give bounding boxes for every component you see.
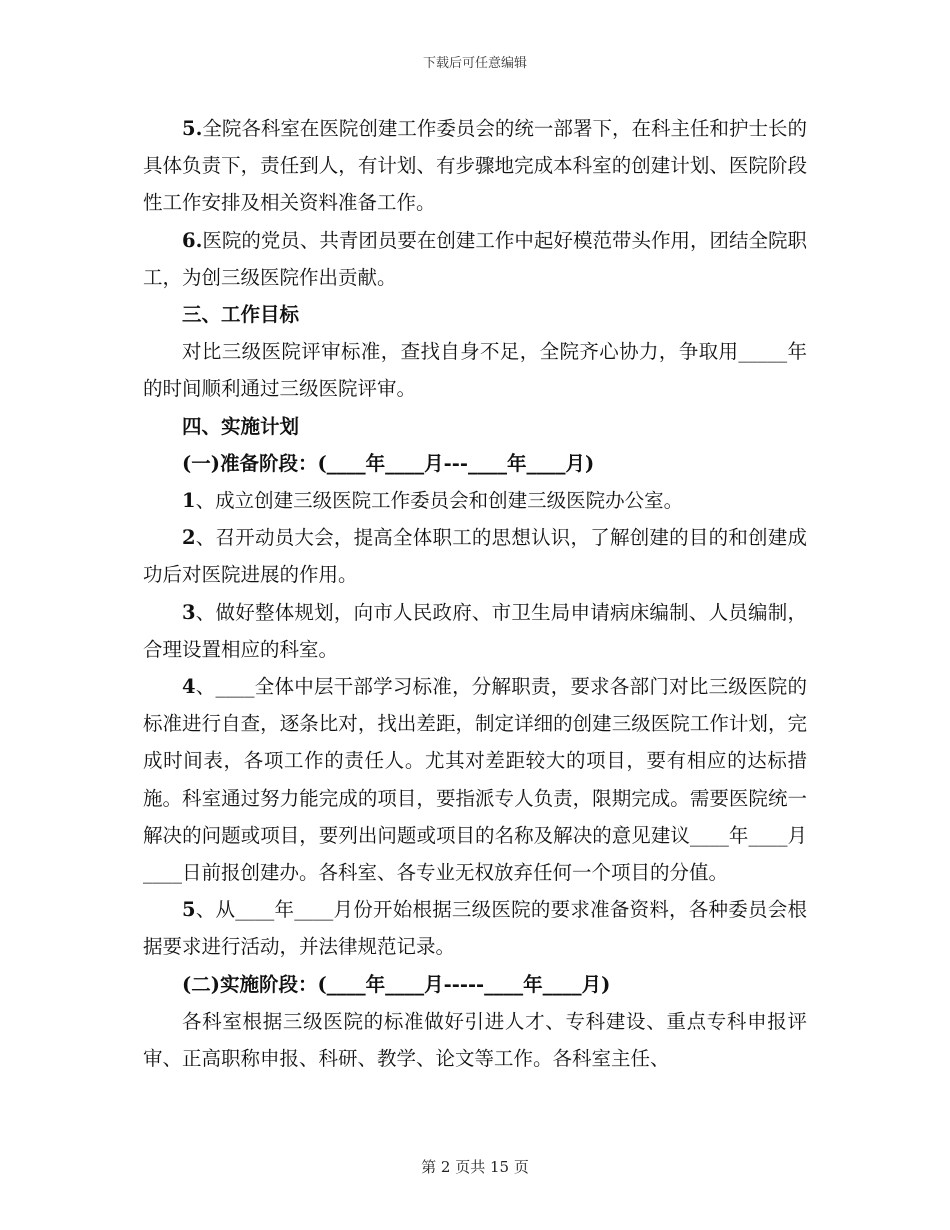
list-number: 3 <box>182 600 196 624</box>
list-number: 5. <box>182 117 203 140</box>
subsection-heading-preparation: (一)准备阶段：(____年____月---____年____月) <box>182 451 595 475</box>
section-heading-plan: 四、实施计划 <box>182 414 300 438</box>
paragraph-item-5 <box>143 110 807 222</box>
paragraph-implementation: 各科室根据三级医院的标准做好引进人才、专科建设、重点专科申报评审、正高职称申报、科研、教学、论文等工作。各科室主任、 <box>143 1009 807 1071</box>
paragraph-step-4 <box>143 668 807 891</box>
paragraph-item-6 <box>143 222 807 296</box>
paragraph-text: 全院各科室在医院创建工作委员会的统一部署下，在科主任和护士长的具体负责下，责任到人，有计划、有步骤地完成本科室的创建计划、医院阶段性工作安排及相关资料准备工作。 <box>143 117 807 215</box>
paragraph-text: 、____全体中层干部学习标准，分解职责，要求各部门对比三级医院的标准进行自查，逐条比对，找出差距，制定详细的创建三级医院工作计划，完成时间表，各项工作的责任人。尤其对差距较大的项目，要有相应的达标措施。科室通过努力能完成的项目，要指派专人负责，限期完成。需要医院统一解决的问题或项目，要列出问题或项目的名称及解决的意见建议____年____月____日前报创建办。各科室、各专业无权放弃任何一个项目的分值。 <box>143 675 807 885</box>
paragraph-step-2 <box>143 519 807 593</box>
paragraph-goals: 对比三级医院评审标准，查找自身不足，全院齐心协力，争取用_____年的时间顺利通过三级医院评审。 <box>143 340 807 401</box>
subsection-heading-implementation: (二)实施阶段：(____年____月-----____年____月) <box>182 972 611 996</box>
paragraph-step-5 <box>143 891 807 965</box>
page-header: 下载后可任意编辑 <box>422 56 527 71</box>
paragraph-text: 、做好整体规划，向市人民政府、市卫生局申请病床编制、人员编制，合理设置相应的科室。 <box>143 600 807 661</box>
list-number: 6. <box>182 228 203 252</box>
paragraph-text: 、从____年____月份开始根据三级医院的要求准备资料，各种委员会根据要求进行活动，并法律规范记录。 <box>143 898 807 959</box>
list-number: 5 <box>182 898 196 922</box>
paragraph-step-3 <box>143 594 807 668</box>
paragraph-text: 、成立创建三级医院工作委员会和创建三级医院办公室。 <box>195 489 684 513</box>
paragraph-text: 医院的党员、共青团员要在创建工作中起好模范带头作用，团结全院职工，为创三级医院作出贡献。 <box>143 228 807 289</box>
document-body <box>143 110 807 1077</box>
paragraph-step-1 <box>143 482 807 519</box>
list-number: 4 <box>182 675 196 699</box>
page-footer: 第 2 页共 15 页 <box>421 1158 529 1176</box>
list-number: 1 <box>182 489 196 513</box>
section-heading-goals: 三、工作目标 <box>182 303 300 327</box>
paragraph-text: 、召开动员大会，提高全体职工的思想认识，了解创建的目的和创建成功后对医院进展的作用。 <box>143 526 807 587</box>
list-number: 2 <box>182 526 196 550</box>
